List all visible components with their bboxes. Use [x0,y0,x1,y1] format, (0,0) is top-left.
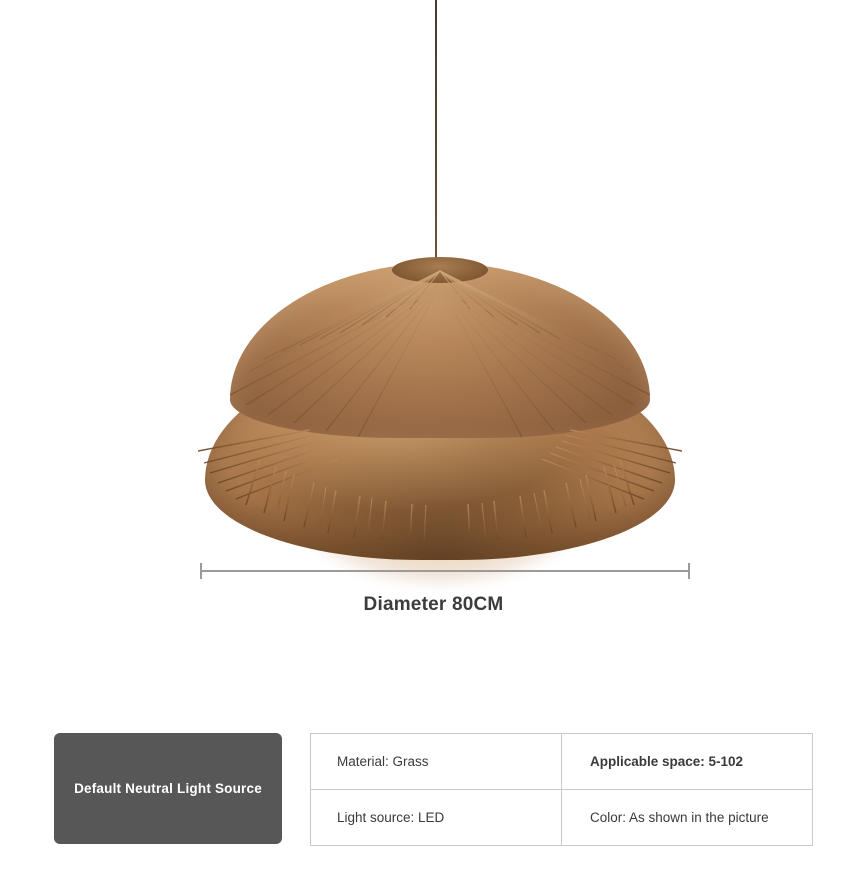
dimension-line [200,570,690,572]
dimension-label: Diameter 80CM [363,594,504,615]
table-row [311,734,813,790]
spec-cell-material: Material: Grass [311,734,562,790]
shade-top-knot [392,257,488,283]
light-source-badge [54,733,282,844]
pendant-lamp [190,255,690,545]
dimension-end-cap-right [688,563,690,579]
specification-section [0,733,867,848]
hanging-cord [435,0,437,270]
lamp-shade-upper [230,263,650,438]
dimension-callout [0,556,867,626]
spec-cell-applicable-space: Applicable space: 5-102 [562,734,813,790]
dimension-end-cap-left [200,563,202,579]
spec-cell-color: Color: As shown in the picture [562,790,813,846]
light-source-badge-label: Default Neutral Light Source [74,781,262,796]
spec-cell-light-source: Light source: LED [311,790,562,846]
specification-table [310,733,813,846]
table-row [311,790,813,846]
